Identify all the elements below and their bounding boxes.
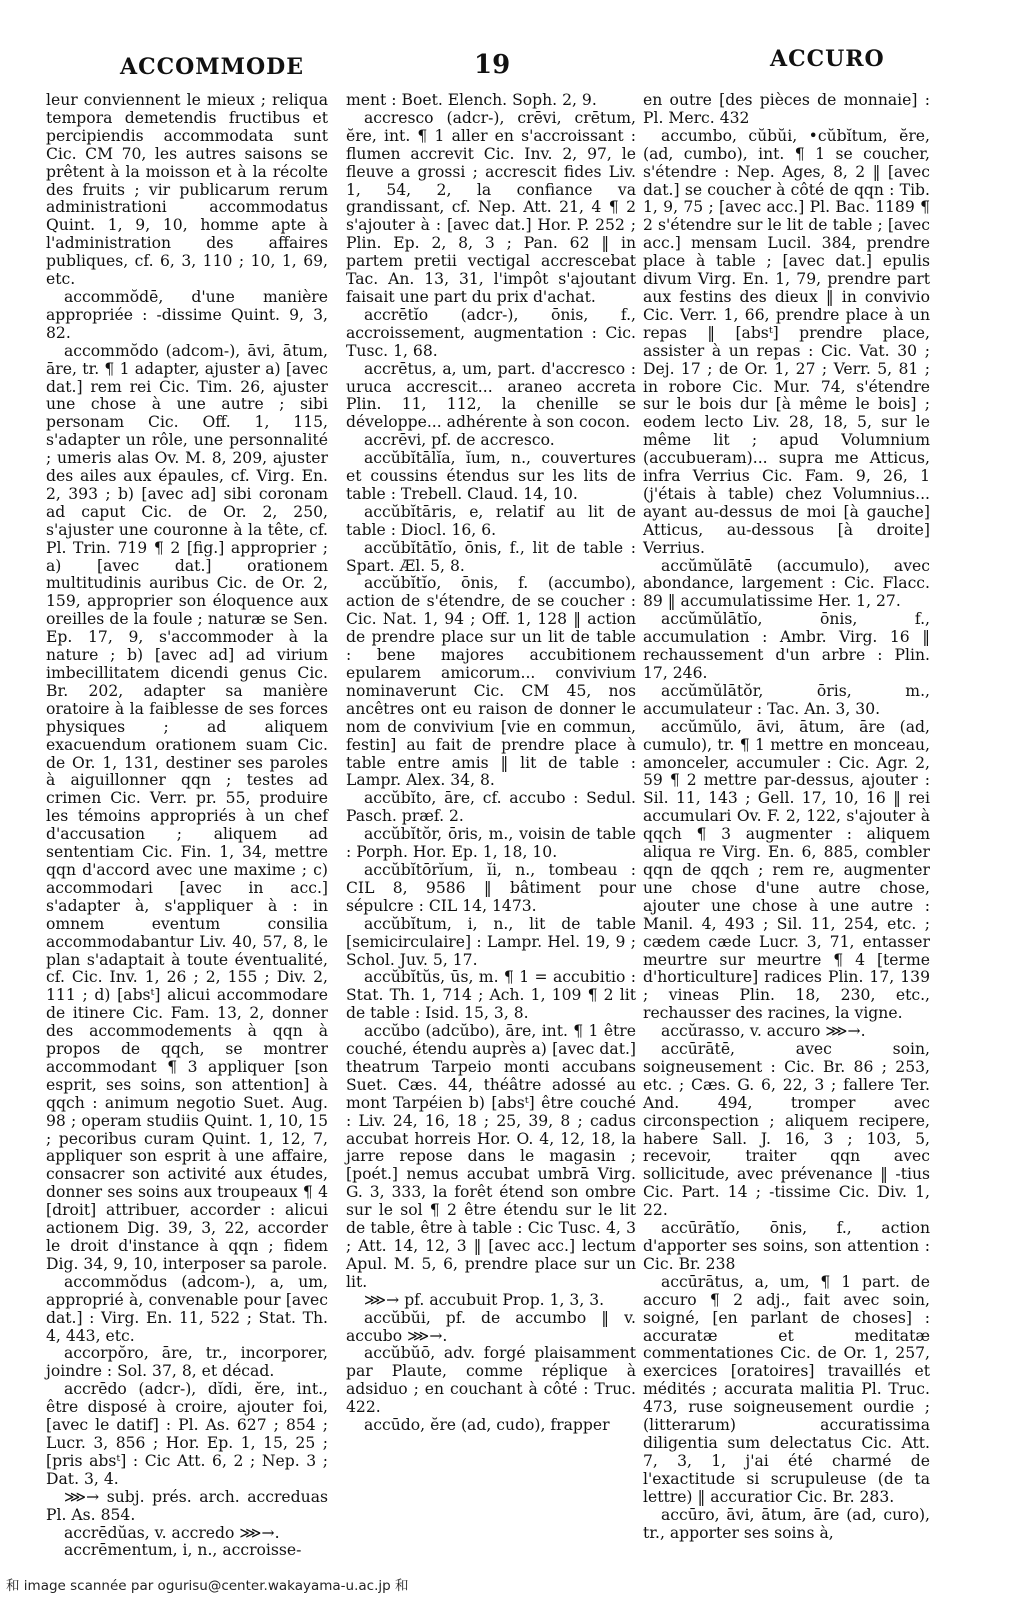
column-left [46, 91, 328, 1560]
dictionary-entry: accūrātē, avec soin, soigneusement : Cic. Br. 86 ; 253, etc. ; Cæs. G. 6, 22, 3 ; fallere Ter. And. 494, tromper avec circonspection ; aliquem recipere, habere Sall. J. 16, 3 ; 103, 5, recevoir, traiter qqn avec sollicitude, avec prévenance ‖ -tius Cic. Part. 14 ; -tissime Cic. Div. 1, 22. [643, 1040, 930, 1220]
dictionary-entry: accŭrasso, v. accuro ⋙→. [661, 1022, 866, 1041]
dictionary-entry: accūro, āvi, ātum, āre (ad, curo), tr., apporter ses soins à, [643, 1505, 930, 1542]
dictionary-entry: accŭbĭtālĭa, ĭum, n., couvertures et coussins étendus sur les lits de table : Trebell. Claud. 14, 10. [346, 449, 636, 503]
dictionary-entry: accŭbĭto, āre, cf. accubo : Sedul. Pasch. præf. 2. [346, 789, 636, 826]
dictionary-entry: accŭbĭtĭo, ōnis, f. (accumbo), action de s'étendre, de se coucher : Cic. Nat. 1, 94 ; Off. 1, 128 ‖ action de prendre place sur un lit de table : bene majores accubitionem epularem amicorum... convivium nominaverunt Cic. CM 45, nos ancêtres ont eu raison de donner le nom de convivium [vie en commun, festin] au fait de prendre place à table entre amis ‖ lit de table : Lampr. Alex. 34, 8. [346, 574, 636, 790]
entry-continuation: ment : Boet. Elench. Soph. 2, 9. [346, 91, 597, 109]
entry-continuation: leur conviennent le mieux ; reliqua tempora demetendis fructibus et percipiendis accommodata sunt Cic. CM 70, les autres saisons se prêtent à la moisson et à la récolte des fruits ; vir publicarum rerum administrationi accommodatus Quint. 1, 9, 10, homme apte à l'administration des affaires publiques, cf. 6, 3, 110 ; 10, 1, 69, etc. [46, 91, 328, 289]
dictionary-entry: accommŏdē, d'une manière appropriée : -dissime Quint. 9, 3, 82. [46, 287, 328, 342]
dictionary-entry: accŭbŭō, adv. forgé plaisamment par Plaute, comme réplique à adsiduo ; en couchant à côté : Truc. 422. [346, 1344, 636, 1417]
dictionary-entry: accŭbĭtum, i, n., lit de table [semicirculaire] : Lampr. Hel. 19, 9 ; Schol. Juv. 5, 17. [346, 914, 636, 969]
dictionary-entry: accŭbĭtāris, e, relatif au lit de table : Diocl. 16, 6. [346, 502, 636, 539]
dictionary-entry: accrēvi, pf. de accresco. [364, 431, 555, 450]
dictionary-entry: accŭmŭlātĭo, ōnis, f., accumulation : Ambr. Virg. 16 ‖ rechaussement d'un arbre : Plin. 17, 246. [643, 610, 930, 682]
dictionary-entry: accrētĭo (adcr-), ōnis, f., accroissement, augmentation : Cic. Tusc. 1, 68. [346, 305, 636, 360]
dictionary-entry: accommŏdus (adcom-), a, um, approprié à, convenable pour [avec dat.] : Virg. En. 11, 522 ; Stat. Th. 4, 443, etc. [46, 1272, 328, 1345]
dictionary-entry: ⋙→ subj. prés. arch. accreduas Pl. As. 854. [46, 1487, 328, 1524]
scan-credit-footer: 和 image scannée par ogurisu@center.wakayama-u.ac.jp 和 [6, 1578, 409, 1594]
dictionary-entry: accŭbĭtātĭo, ōnis, f., lit de table : Spart. Æl. 5, 8. [346, 538, 636, 575]
dictionary-entry: accrētus, a, um, part. d'accresco : uruca accrescit... araneo accreta Plin. 11, 112, la chenille se développe... adhérente à son cocon. [346, 359, 636, 432]
dictionary-entry: accrēdŭas, v. accredo ⋙→. [64, 1523, 280, 1542]
page-header [0, 40, 1024, 90]
dictionary-entry: accŭbĭtŭs, ūs, m. ¶ 1 = accubitio : Stat. Th. 1, 714 ; Ach. 1, 109 ¶ 2 lit de table : Isid. 15, 3, 8. [346, 968, 636, 1023]
right-running-head: ACCURO [770, 46, 885, 72]
page-number: 19 [474, 50, 511, 80]
dictionary-entry: accŭmŭlātŏr, ōris, m., accumulateur : Tac. An. 3, 30. [643, 681, 930, 718]
dictionary-entry: accommŏdo (adcom-), āvi, ātum, āre, tr. ¶ 1 adapter, ajuster a) [avec dat.] rem rei Cic. Tim. 26, ajuster une chose à une autre ; sibi personam Cic. Off. 1, 115, s'adapter un rôle, une personnalité ; umeris alas Ov. M. 8, 209, ajuster des ailes aux épaules, cf. Virg. En. 2, 393 ; b) [avec ad] sibi coronam ad caput Cic. de Or. 2, 250, s'ajuster une couronne à la tête, cf. Pl. Trin. 719 ¶ 2 [fig.] approprier ; a) [avec dat.] orationem multitudinis auribus Cic. de Or. 2, 159, approprier son éloquence aux oreilles de la foule ; naturæ se Sen. Ep. 17, 9, s'accommoder à la nature ; b) [avec ad] ad virium imbecillitatem dicendi genus Cic. Br. 202, adapter sa manière oratoire à la faiblesse de ses forces physiques ; ad aliquem exacuendum orationem suam Cic. de Or. 1, 131, destiner ses paroles à aiguillonner qqn ; testes ad crimen Cic. Verr. pr. 55, produire les témoins appropriés à un chef d'accusation ; aliquem ad sententiam Cic. Fin. 1, 34, mettre qqn d'accord avec une maxime ; c) accommodari [avec in acc.] s'adapter à, s'appliquer à : in omnem eventum consilia accommodabantur Liv. 40, 57, 8, le plan s'adaptait à toute éventualité, cf. Cic. Inv. 1, 26 ; 2, 155 ; Div. 2, 111 ; d) [absᵗ] alicui accommodare de itinere Cic. Fam. 13, 2, donner des accommodements à qqn à propos de qqch, se montrer accommodant ¶ 3 appliquer [son esprit, ses soins, son attention] à qqch : animum negotio Suet. Aug. 98 ; operam studiis Quint. 1, 10, 15 ; pecoribus curam Quint. 1, 12, 7, appliquer son esprit à une affaire, consacrer son activité aux études, donner ses soins aux troupeaux ¶ 4 [droit] attribuer, accorder : alicui actionem Dig. 39, 3, 22, accorder le droit d'instance à qqn ; fidem Dig. 34, 9, 10, interposer sa parole. [46, 341, 328, 1273]
dictionary-entry: accŭmŭlātē (accumulo), avec abondance, largement : Cic. Flacc. 89 ‖ accumulatissime Her. 1, 27. [643, 556, 930, 611]
dictionary-entry: accrēmentum, i, n., accroisse- [64, 1541, 302, 1560]
dictionary-entry: accūrātĭo, ōnis, f., action d'apporter ses soins, son attention : Cic. Br. 238 [643, 1219, 930, 1273]
dictionary-entry: accūdo, ĕre (ad, cudo), frapper [364, 1416, 610, 1435]
left-running-head: ACCOMMODE [120, 54, 304, 80]
dictionary-entry: ⋙→ pf. accubuit Prop. 1, 3, 3. [364, 1290, 605, 1309]
dictionary-entry: accŭbŭi, pf. de accumbo ‖ v. accubo ⋙→. [346, 1308, 636, 1345]
dictionary-entry: accorpŏro, āre, tr., incorporer, joindre : Sol. 37, 8, et décad. [46, 1344, 328, 1381]
dictionary-entry: accrēdo (adcr-), dĭdi, ĕre, int., être disposé à croire, ajouter foi, [avec le datif] : Pl. As. 627 ; 854 ; Lucr. 3, 856 ; Hor. Ep. 1, 15, 25 ; [pris absᵗ] : Cic Att. 6, 2 ; Nep. 3 ; Dat. 3, 4. [46, 1380, 328, 1488]
dictionary-entry: accresco (adcr-), crēvi, crētum, ĕre, int. ¶ 1 aller en s'accroissant : flumen accrevit Cic. Inv. 2, 97, le fleuve a grossi ; accrescit fides Liv. 1, 54, 2, la confiance va grandissant, cf. Nep. Att. 21, 4 ¶ 2 s'ajouter à : [avec dat.] Hor. P. 252 ; Plin. Ep. 2, 8, 3 ; Pan. 62 ‖ in partem pretii vectigal accrescebat Tac. An. 13, 31, l'impôt s'ajoutant faisait une part du prix d'achat. [346, 108, 636, 306]
dictionary-entry: accŭbĭtōrĭum, ĭi, n., tombeau : CIL 8, 9586 ‖ bâtiment pour sépulcre : CIL 14, 1473. [346, 860, 636, 915]
column-right [643, 92, 930, 1547]
dictionary-entry: accūrātus, a, um, ¶ 1 part. de accuro ¶ 2 adj., fait avec soin, soigné, [en parlant de choses] : accuratæ et meditatæ commentationes Cic. de Or. 1, 257, exercices [oratoires] travaillés et médités ; accurata malitia Pl. Truc. 473, ruse soigneusement ourdie ; (litterarum) accuratissima diligentia sum delectatus Cic. Att. 7, 3, 1, j'ai été charmé de l'exactitude si scrupuleuse (de ta lettre) ‖ accuratior Cic. Br. 283. [643, 1272, 930, 1506]
dictionary-entry: accumbo, cŭbŭi, •cŭbĭtum, ĕre, (ad, cumbo), int. ¶ 1 se coucher, s'étendre : Nep. Ages, 8, 2 ‖ [avec dat.] se coucher à côté de qqn : Tib. 1, 9, 75 ; [avec acc.] Pl. Bac. 1189 ¶ 2 s'étendre sur le lit de table ; [avec acc.] mensam Lucil. 384, prendre place à table ; [avec dat.] epulis divum Virg. En. 1, 79, prendre part aux festins des dieux ‖ in convivio Cic. Verr. 1, 66, prendre place à un repas ‖ [absᵗ] prendre place, assister à un repas : Cic. Vat. 30 ; Dej. 17 ; de Or. 1, 27 ; Verr. 5, 81 ; in robore Cic. Mur. 74, s'étendre sur le bois dur [à même le bois] ; eodem lecto Liv. 28, 18, 5, sur le même lit ; apud Volumnium (accubueram)... supra me Atticus, infra Verrius Cic. Fam. 9, 26, 1 (j'étais à table) chez Volumnius... ayant au-dessus de moi [à gauche] Atticus, au-dessous [à droite] Verrius. [643, 126, 930, 557]
dictionary-entry: accŭbo (adcŭbo), āre, int. ¶ 1 être couché, étendu auprès a) [avec dat.] theatrum Tarpeio monti accubans Suet. Cæs. 44, théâtre adossé au mont Tarpéien b) [absᵗ] être couché : Liv. 24, 16, 18 ; 25, 39, 8 ; cadus accubat horreis Hor. O. 4, 12, 18, la jarre repose dans le magasin ; [poét.] nemus accubat umbrā Virg. G. 3, 333, la forêt étend son ombre sur le sol ¶ 2 être étendu sur le lit de table, être à table : Cic Tusc. 4, 3 ; Att. 14, 12, 3 ‖ [avec acc.] lectum Apul. M. 5, 6, prendre place sur un lit. [346, 1022, 636, 1291]
dictionary-entry: accŭbĭtŏr, ōris, m., voisin de table : Porph. Hor. Ep. 1, 18, 10. [346, 825, 636, 862]
dictionary-entry: accŭmŭlo, āvi, ātum, āre (ad, cumulo), tr. ¶ 1 mettre en monceau, amonceler, accumuler : Cic. Agr. 2, 59 ¶ 2 mettre par-dessus, ajouter : Sil. 11, 143 ; Gell. 17, 10, 16 ‖ rei accumulari Ov. F. 2, 122, s'ajouter à qqch ¶ 3 augmenter : aliquem aliqua re Virg. En. 6, 885, combler qqn de qqch ; rem re, augmenter une chose d'une autre chose, ajouter une chose à une autre : Manil. 4, 493 ; Sil. 11, 254, etc. ; cædem cæde Lucr. 3, 71, entasser meurtre sur meurtre ¶ 4 [terme d'horticulture] radices Plin. 17, 139 ; vineas Plin. 18, 230, etc., rechausser des racines, la vigne. [643, 717, 930, 1023]
entry-continuation: en outre [des pièces de monnaie] : Pl. Merc. 432 [643, 91, 930, 127]
column-middle [346, 92, 636, 1547]
